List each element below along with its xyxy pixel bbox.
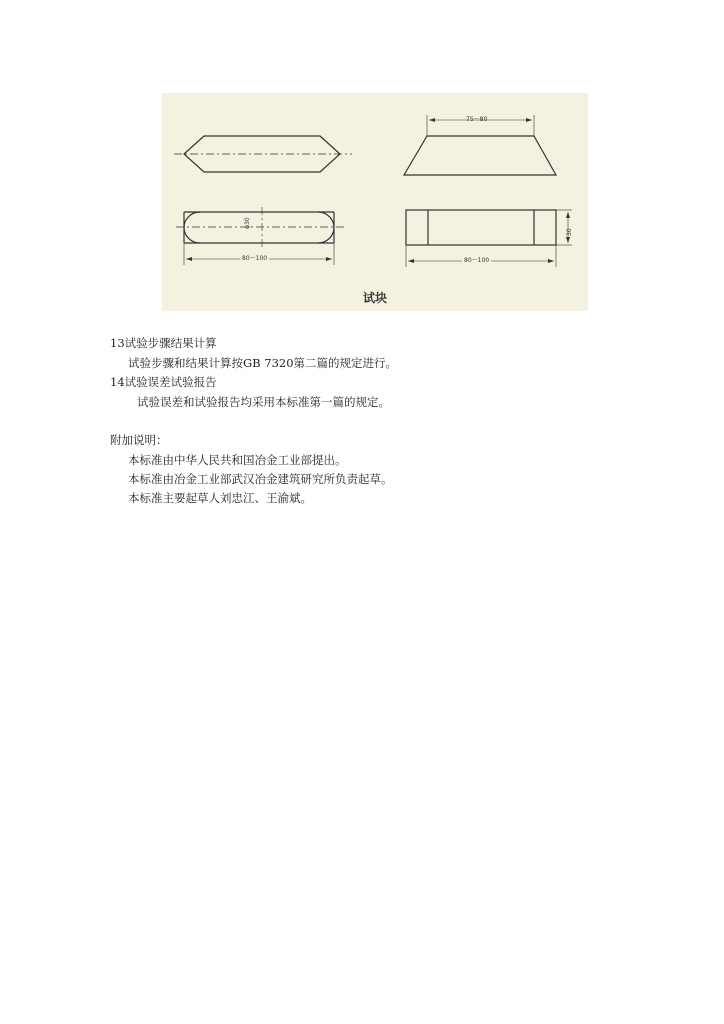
dim-bottom-left-length: 80～100 — [242, 255, 268, 262]
section-14-body: 试验误差和试验报告均采用本标准第一篇的规定。 — [137, 395, 390, 409]
appendix-title: 附加说明： — [110, 433, 168, 447]
section-14-heading: 14试验误差试验报告 — [110, 375, 217, 389]
section-13-heading: 13试验步骤结果计算 — [110, 336, 217, 350]
specimen-drawings — [162, 93, 588, 311]
figure-caption: 试块 — [362, 291, 387, 305]
dim-top-right-width: 75～80 — [466, 116, 488, 123]
appendix-line-2: 本标准由冶金工业部武汉冶金建筑研究所负责起草。 — [128, 472, 393, 486]
appendix-line-3: 本标准主要起草人刘忠江、王渝斌。 — [128, 491, 312, 505]
concave-end-left — [184, 212, 200, 243]
dim-bottom-left-diameter: φ30 — [244, 217, 251, 229]
appendix-line-1: 本标准由中华人民共和国冶金工业部提出。 — [128, 453, 347, 467]
dim-bottom-right-length: 80～100 — [464, 257, 490, 264]
concave-end-right — [318, 212, 334, 243]
dim-bottom-right-height: 30 — [566, 228, 573, 236]
specimen-figure — [162, 93, 588, 311]
section-13-body: 试验步骤和结果计算按GB 7320第二篇的规定进行。 — [128, 356, 398, 370]
trapezoid-specimen-outline — [404, 136, 556, 175]
